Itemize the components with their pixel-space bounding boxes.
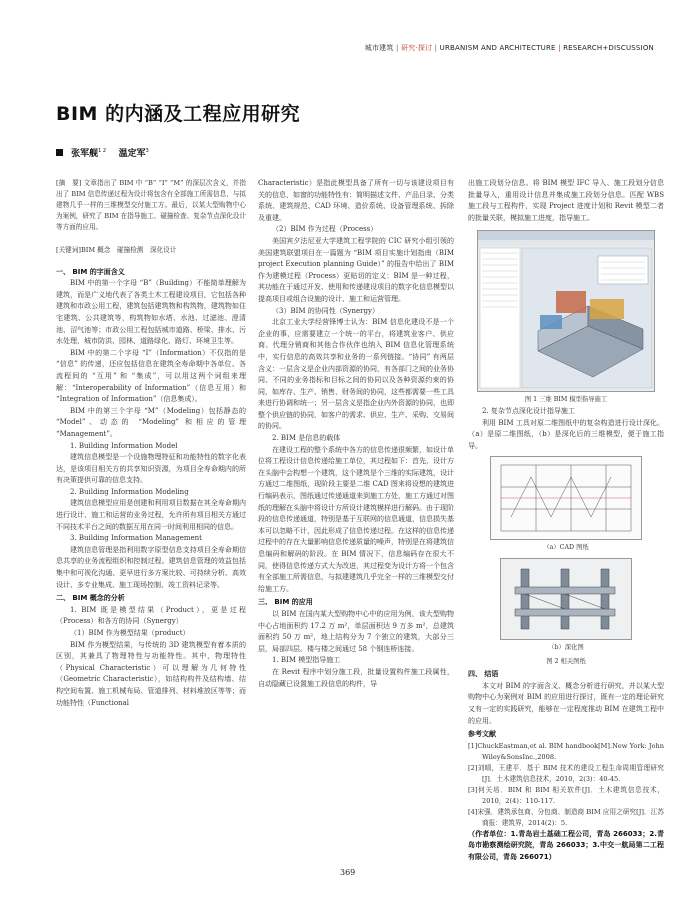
paragraph: （3）BIM 的协同性（Synergy） bbox=[272, 306, 379, 315]
subheading: 2. BIM 是信息的载体 bbox=[272, 434, 341, 443]
reference-item: [1]ChuckEastman,et al. BIM handbook[M].New York: John Wiley&SonsInc.,2008. bbox=[468, 741, 664, 761]
author-1: 张军舰 bbox=[71, 149, 99, 159]
subheading: 2. 复杂节点深化设计指导施工 bbox=[482, 406, 575, 415]
paragraph: 以 BIM 在国内某大型购物中心中的应用为例，该大型购物中心占地面积约 17.2 万 m²，单层面积达 9 万多 m²，总建筑面积约 50 万 m²，地上结构分为 7 个独立的建筑，大部分三层，局部四层。楼与楼之间通过 58 个钢连桥连接。 bbox=[258, 609, 454, 653]
paragraph: （2）BIM 作为过程（Process） bbox=[272, 225, 378, 234]
author-line bbox=[56, 146, 149, 159]
paragraph: 建筑信息模型应用是创建和利用项目数据在其全寿命期内进行设计、施工和运营的业务过程，允许所有项目相关方通过不同技术平台之间的数据互用在同一时间利用相同的信息。 bbox=[56, 499, 246, 531]
figure-2-caption: 图 2 相关图纸 bbox=[546, 657, 586, 665]
paragraph: 1. BIM 既是模型结果（Product），更是过程（Process）和各方的协同（Synergy） bbox=[56, 605, 246, 626]
author-2: 温定军 bbox=[118, 149, 146, 159]
page-number: 369 bbox=[340, 868, 356, 877]
cad-drawing-image bbox=[491, 457, 641, 539]
paragraph: 建筑信息模型是一个设施物理特征和功能特性的数字化表达，是该项目相关方的共享知识资源，为项目全寿命期内的所有决策提供可靠的信息支持。 bbox=[56, 453, 246, 485]
author-1-affiliation: 1 2 bbox=[98, 148, 107, 154]
paragraph: （1）BIM 作为模型结果（product） bbox=[70, 629, 190, 637]
subheading: 2. Building Information Modeling bbox=[70, 487, 189, 496]
figure-1-bim-model-screenshot bbox=[477, 230, 655, 392]
paragraph: 建筑信息管理是指利用数字原型信息支持项目全寿命期信息共享的业务流程组织和控制过程。建筑信息管理的效益包括集中和可视化沟通、更早进行多方案比较、可持续分析、高效设计、多专业集成、施工现场控制、竣工资料记录等。 bbox=[56, 545, 246, 589]
author-square-icon bbox=[56, 149, 63, 156]
author-units: （作者单位：1.青岛岩土基础工程公司，青岛 266033；2.青岛市勘察测绘研究院，青岛 266033；3.中交一航局第二工程有限公司，青岛 266071） bbox=[468, 829, 664, 861]
subheading: 1. BIM 模型指导施工 bbox=[272, 656, 341, 665]
keywords bbox=[56, 245, 246, 257]
paragraph: 美国宾夕法尼亚大学建筑工程学院的 CIC 研究小组引领的美国建筑联盟项目在一篇题为 “BIM 项目实施计划指南（BIM project Execution planning Guide）” 的报告中给出了 BIM 作为建模过程（Process）更贴切的定义：BIM 是一种过程，其功能在于通过开发、使用和传递建设项目的数字化信息模型以提高项目或组合设施的设计、施工和运营管理。 bbox=[258, 236, 454, 303]
column-2 bbox=[258, 178, 454, 690]
figure-2b-3d-model bbox=[500, 558, 632, 640]
figure-2b-caption: （b）深化图 bbox=[548, 643, 584, 651]
paragraph: 在建设工程的整个系统中各方的信息传递很频繁，如设计单位将工程设计信息传递给施工单位，其过程如下：首先，设计方在头脑中会构想一个建筑，这个建筑是个三维的实际建筑，设计方通过二维图纸，现阶段主要是二维 CAD 图来将设想的建筑进行编码表示，图纸通过传递通道来到施工方处，施工方通过对图纸的理解在头脑中将设计方所设计建筑模样进行解码。由于现阶段的信息传递通道，特别是基于互联网的信息通道，信息损失基本可以忽略不计，因此形成了信息传递过程。在这样的信息传递过程中的存在大量影响信息传递质量的噪声，特别是在将建筑信息编码和解码的阶段。在 BIM 情况下，信息编码存在很大不同，使得信息传递方式大为改进，其过程变为设计方将一个包含有全部施工所需信息，与拟建建筑几乎完全一样的三维模型交付给施工方。 bbox=[258, 445, 454, 593]
abstract bbox=[56, 178, 246, 233]
header-separator: | bbox=[558, 44, 564, 52]
header-research: 研究·探讨 bbox=[401, 44, 433, 52]
keywords-label: [关键词] bbox=[56, 246, 81, 254]
paragraph: BIM 中的第一个字母 “B”（Building）不能简单理解为建筑，而是广义地代表了各类土木工程建设项目，它包括各种建筑和市政公用工程，建筑包括建筑物和构筑物，建筑物如住宅建筑、公共建筑等，构筑物如水塔、水池、过滤池、澄清池、沼气池等；市政公用工程包括城市道路、桥梁、排水、污水处理、城市防洪、园林、道路绿化、路灯、环境卫生等。 bbox=[56, 279, 246, 346]
paragraph: 在 Revit 程序中划分施工段，批量设置构件施工段属性，自动隐藏已设置施工段信息的构件，导 bbox=[258, 667, 454, 688]
paragraph: BIM 中的第二个字母 “I”（Information）不仅指的是 “信息” 的传递，还应包括信息在建筑全寿命期中各单位、各流程间的 “互用” 和 “集成”，可以用这两个词组来理解：“Interoperability of Information”（信息互用）和 “Integration of Information”（信息集成）。 bbox=[56, 348, 246, 404]
figure-1-caption: 图 1 三维 BIM 模型指导施工 bbox=[524, 396, 608, 404]
paragraph: BIM 作为模型结果，与传统的 3D 建筑模型有着本质的区别，其兼具了物理特性与功能特性。其中，物理特性（Physical Characteristic）可以理解为几何特性（Geometric Characteristic），如结构构件及结构墙、结构空间布置、施工机械布局、管道排列、材料堆放区等等；而功能特性（Functional bbox=[56, 640, 246, 707]
header-separator: | bbox=[396, 44, 401, 52]
abstract-text: 文章指出了 BIM 中 “B” “I” “M” 的深层次含义，并指出了 BIM 信息传递过程为设计将包含有全部施工所需信息，与拟建物几乎一样的三维模型交付施工方。最后，以某大型购物中心为案例，研究了 BIM 在指导施工、碰撞检查、复杂节点深化设计等方面的应用。 bbox=[56, 179, 246, 231]
paragraph: 出施工段划分信息。将 BIM 模型 IFC 导入、施工段划分信息批量导入，重用设计信息并集成施工段划分信息。匹配 WBS 施工段与工程构件，实现 Project 进度计划和 Revit 模型二者的批量关联，模拟施工进度，指导施工。 bbox=[468, 179, 664, 222]
header-separator: | bbox=[434, 44, 440, 52]
section-heading-4: 四、 结语 bbox=[468, 670, 499, 679]
reference-item: [3]何关培．BIM 和 BIM 相关软件[J]．土木建筑信息技术，2010，2(4)：110-117. bbox=[468, 785, 664, 805]
abstract-label: [摘 要] bbox=[56, 179, 82, 187]
reference-item: [4]宋强．建筑承包商、分包商、制造商 BIM 应用之研究[J]．江苏商报：建筑界，2014(2)：5. bbox=[468, 807, 664, 827]
header-urbanism: URBANISM AND ARCHITECTURE bbox=[439, 44, 556, 52]
deepened-model-image bbox=[501, 559, 631, 639]
paragraph: 北京工业大学经营锋博士认为：BIM 信息化建设不是一个企业的事，应需要建立一个统一的平台，将建筑业客户、供应商、代理分销商和其他合作伙伴也纳入 BIM 信息化管理系统中，实行信息的高效共享和业务的一系列链接。“协同” 有两层含义：一层含义是企业内部资源的协同，有各部门之间的业务协同、不同的业务指标和目标之间的协同以及各种资源约束的协同，如库存、生产、销售、财务间的协同，这些都需要一些工具来进行协调和统一；另一层含义是指企业内外资源的协同，也即整个供应链的协同，如客户的需求、供应、生产、采购、交易间的协同。 bbox=[258, 318, 454, 431]
references-heading: 参考文献 bbox=[468, 730, 496, 739]
subheading: 3. Building Information Management bbox=[70, 534, 202, 543]
paper-title: BIM 的内涵及工程应用研究 bbox=[56, 103, 301, 125]
paragraph: 本文对 BIM 的字面含义、概念分析进行研究，并以某大型购物中心为案例对 BIM 的应用进行探讨，既有一定的理论研究又有一定的实践研究，能够在一定程度推动 BIM 在建筑工程中的应用。 bbox=[468, 681, 664, 725]
reference-item: [2]刘晴，王建平．基于 BIM 技术的建设工程生命周期管理研究[J]．土木建筑信息技术，2010，2(3)：40-45. bbox=[468, 763, 664, 783]
figure-2a-cad-drawing bbox=[490, 456, 642, 540]
paragraph: Characteristic）是指此模型具备了所有一切与该建设项目有关的信息，如窗的功能特性有：简明描述文件、产品目录、分类系统、建筑规范、CAD 环境、造价系统、设备管理系统、拆除及重建。 bbox=[258, 179, 454, 222]
section-heading-3: 三、 BIM 的应用 bbox=[258, 598, 313, 607]
column-3 bbox=[468, 178, 664, 863]
section-heading-2: 二、 BIM 概念的分析 bbox=[56, 594, 125, 603]
paragraph: 利用 BIM 工具对原二维图纸中的复杂构造进行设计深化。（a）是原二维图纸，（b）是深化后的三维模型，便于施工指导。 bbox=[468, 418, 664, 450]
paragraph: BIM 中的第三个字母 “M”（Modeling）包括静态的 “Model”、动态的 “Modeling” 和相应的管理 “Management”。 bbox=[56, 406, 246, 438]
header-city-architecture: 城市建筑 bbox=[364, 44, 394, 52]
header-research-discussion: RESEARCH+DISCUSSION bbox=[563, 44, 654, 52]
bim-software-window-image bbox=[478, 231, 654, 391]
author-2-affiliation: 3 bbox=[145, 148, 149, 154]
section-heading-1: 一、 BIM 的字面含义 bbox=[56, 267, 125, 276]
figure-2a-caption: （a）CAD 图纸 bbox=[543, 544, 589, 552]
column-1 bbox=[56, 178, 246, 709]
journal-header bbox=[365, 43, 654, 53]
keywords-text: BIM 概念 碰撞检测 深化设计 bbox=[80, 246, 177, 254]
subheading: 1. Building Information Model bbox=[70, 441, 178, 450]
